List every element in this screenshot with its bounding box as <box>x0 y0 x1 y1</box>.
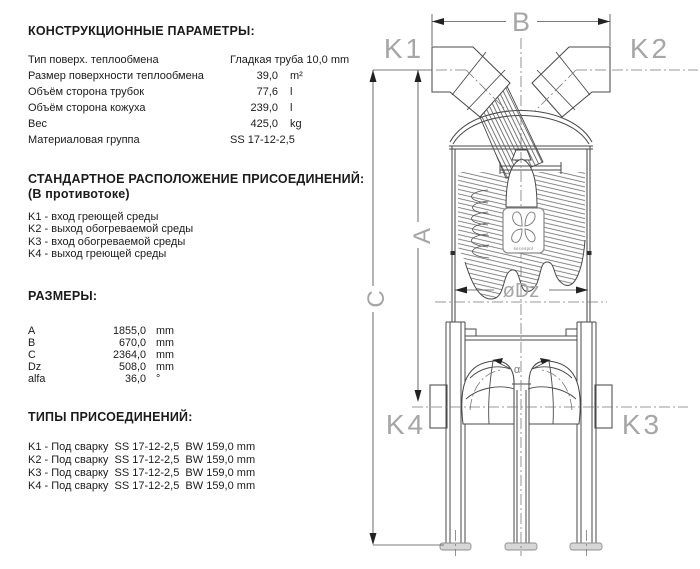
label-k2: K2 <box>629 33 671 64</box>
list-item: K1 - Под сварку SS 17-12-2,5 BW 159,0 mm <box>28 441 256 453</box>
nozzle-k2 <box>532 47 610 117</box>
label-k3: K3 <box>621 409 663 440</box>
list-item: K3 - Под сварку SS 17-12-2,5 BW 159,0 mm <box>28 467 256 479</box>
dim-b-label: B <box>511 7 531 37</box>
list-item: K2 - Под сварку SS 17-12-2,5 BW 159,0 mm <box>28 454 256 466</box>
list-item: K4 - выход греющей среды <box>28 248 167 261</box>
list-item: K3 - вход обогреваемой среды <box>28 235 186 248</box>
dim-label: A <box>28 325 36 337</box>
dim-value: 1855,0 <box>112 325 146 337</box>
dim-value: 670,0 <box>118 336 146 349</box>
dim-unit: mm <box>156 336 174 349</box>
section-heading: ТИПЫ ПРИСОЕДИНЕНИЙ: <box>28 410 193 424</box>
param-value: SS 17-12-2,5 <box>230 134 295 146</box>
dimension-c <box>363 70 444 545</box>
param-label: Размер поверхности теплообмена <box>28 70 204 82</box>
flange-k4 <box>430 385 447 428</box>
dim-c-label: C <box>363 290 390 308</box>
param-label: Материаловая группа <box>28 134 140 146</box>
dim-label: C <box>28 348 36 361</box>
param-unit: kg <box>290 118 302 130</box>
param-value: 425,0 <box>250 118 278 130</box>
dim-a-label: A <box>409 227 436 245</box>
param-value: 239,0 <box>250 102 278 114</box>
section-subheading: (В противотоке) <box>28 187 130 201</box>
param-label: Вес <box>28 118 47 130</box>
list-item: K1 - вход греющей среды <box>28 211 159 223</box>
flange-k3 <box>595 385 612 428</box>
dim-label: Dz <box>28 360 42 373</box>
dim-dz-label: øDz <box>502 280 540 302</box>
dim-unit: ° <box>156 372 161 385</box>
label-k4: K4 <box>385 409 427 440</box>
param-unit: l <box>290 86 293 98</box>
elbow-k4 <box>462 361 514 424</box>
angle-alfa-label: α <box>513 364 521 376</box>
param-label: Тип поверх. теплообмена <box>28 54 159 66</box>
center-pipe <box>512 384 531 543</box>
dim-unit: mm <box>156 325 174 337</box>
section-heading: СТАНДАРТНОЕ РАСПОЛОЖЕНИЕ ПРИСОЕДИНЕНИЙ: <box>28 172 365 186</box>
dim-unit: mm <box>156 360 174 373</box>
param-unit: m² <box>290 70 303 82</box>
logo-text: secespol <box>513 246 534 251</box>
param-value: Гладкая труба 10,0 mm <box>230 54 350 66</box>
param-value: 77,6 <box>256 86 278 98</box>
label-k1: K1 <box>383 33 425 64</box>
dim-label: B <box>28 336 36 349</box>
section-heading: КОНСТРУКЦИОННЫЕ ПАРАМЕТРЫ: <box>28 24 255 38</box>
dim-value: 2364,0 <box>112 348 146 361</box>
list-item: K4 - Под сварку SS 17-12-2,5 BW 159,0 mm <box>28 480 256 492</box>
param-unit: l <box>290 102 293 114</box>
dim-value: 508,0 <box>118 360 146 373</box>
section-heading: РАЗМЕРЫ: <box>28 289 98 303</box>
secespol-logo <box>503 208 544 253</box>
dimension-a <box>373 70 436 402</box>
dim-value: 36,0 <box>124 372 146 385</box>
param-label: Объём сторона кожуха <box>28 102 146 114</box>
dim-unit: mm <box>156 348 174 361</box>
dim-label: alfa <box>28 372 46 385</box>
elbow-k3 <box>528 361 580 424</box>
list-item: K2 - выход обогреваемой среды <box>28 223 194 236</box>
param-value: 39,0 <box>256 70 278 82</box>
param-label: Объём сторона трубок <box>28 86 145 98</box>
